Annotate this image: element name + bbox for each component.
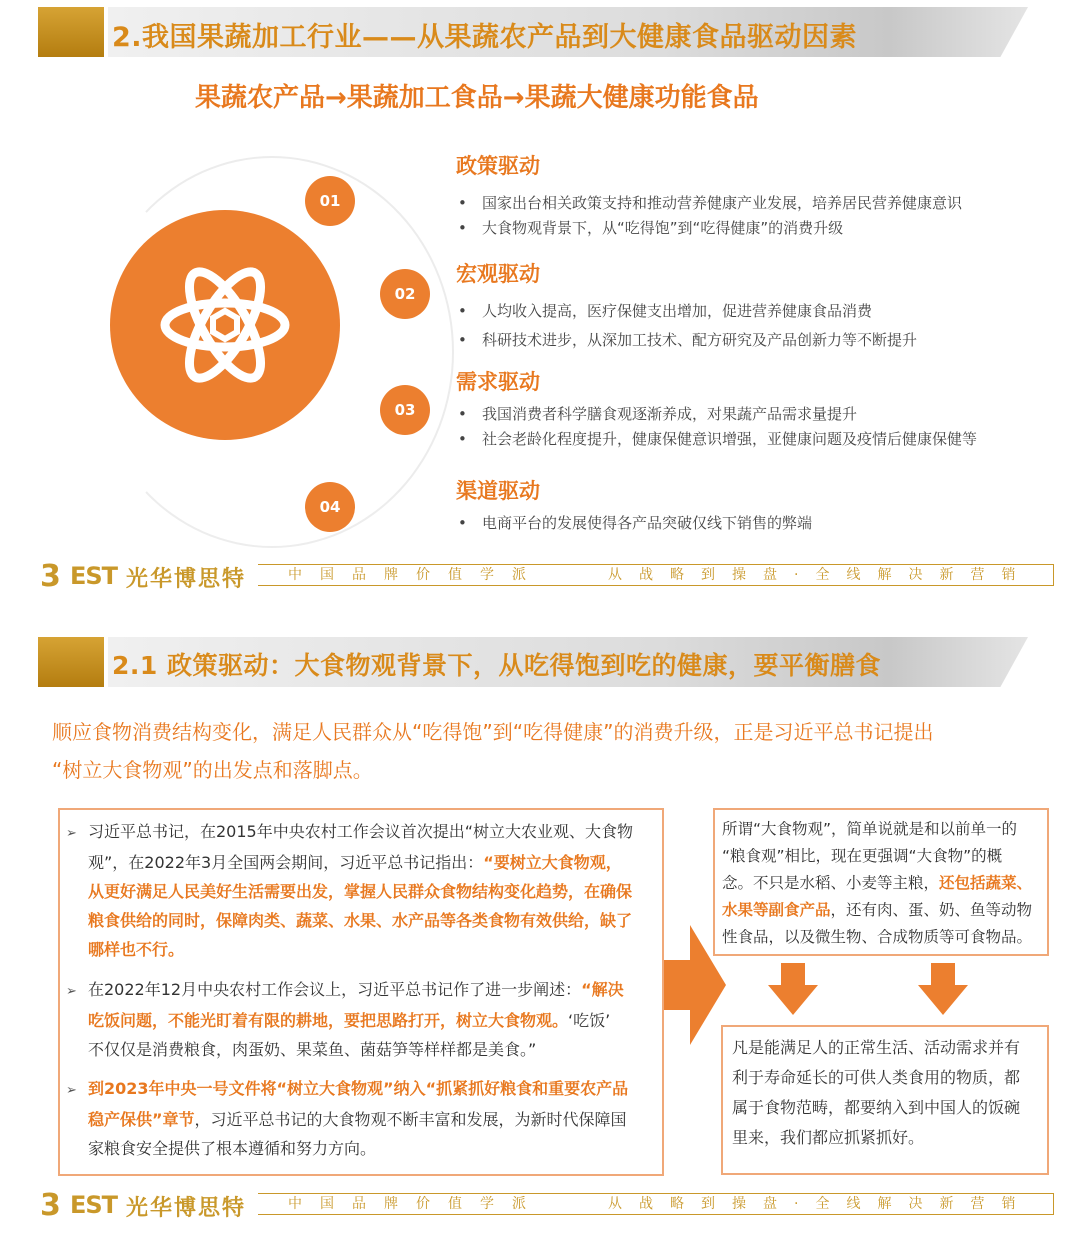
header-gold-block [38,7,104,57]
driver-bullet: • 大食物观背景下，从“吃得饱”到“吃得健康”的消费升级 [458,219,844,237]
driver-number-01: 01 [305,176,355,226]
brand-logo-est: EST [70,1191,118,1219]
quote-paragraph-3: ➢ 到2023年中央一号文件将“树立大食物观”纳入“抓紧抓好粮食和重要农产品 稳产保供”章节，习近平总书记的大食物观不断丰富和发展，为新时代保障国 家粮食安全提供了根本遵循和努力方向。 [66,1074,656,1163]
arrow-bullet-icon: ➢ [66,984,77,999]
section1-header [38,7,1028,57]
driver-bullet: • 人均收入提高，医疗保健支出增加，促进营养健康食品消费 [458,302,873,320]
definition-text: 所谓“大食物观”，简单说就是和以前单一的 “粮食观”相比，现在更强调“大食物”的概 念。不只是水稻、小麦等主粮，还包括蔬菜、 水果等副食产品，还有肉、蛋、奶、鱼等动物 性食品，以及微生物、合成物质等可食物品。 [722,820,1033,946]
section1-subtitle: 果蔬农产品→果蔬加工食品→果蔬大健康功能食品 [195,83,759,113]
driver-bullet: • 社会老龄化程度提升，健康保健意识增强，亚健康问题及疫情后健康保健等 [458,430,978,448]
driver-title-demand: 需求驱动 [456,370,540,394]
brand-name: 光华博思特 [126,567,247,592]
driver-title-policy: 政策驱动 [456,154,540,178]
intro-line-2: “树立大食物观”的出发点和落脚点。 [52,758,373,782]
header-gold-block [38,637,104,687]
driver-number-04: 04 [305,482,355,532]
brand-logo-est: EST [70,562,118,590]
driver-bullet: • 电商平台的发展使得各产品突破仅线下销售的弊端 [458,514,813,532]
slogan-left: 中国品牌价值学派 [288,1196,544,1212]
section2-header [38,637,1028,687]
down-arrow-icon [918,963,968,1015]
arrow-bullet-icon: ➢ [66,1083,77,1098]
slogan-right: 从战略到操盘·全线解决新营销 [608,1196,1033,1212]
driver-bullet: • 国家出台相关政策支持和推动营养健康产业发展，培养居民营养健康意识 [458,194,963,212]
atom-icon [110,210,340,440]
footer-brand-bar [40,559,1055,594]
driver-number-03: 03 [380,385,430,435]
quote-paragraph-1: ➢ 习近平总书记，在2015年中央农村工作会议首次提出“树立大农业观、大食物 观”，在2022年3月全国两会期间，习近平总书记指出：“要树立大食物观， 从更好满足人民美好生活需要出发，掌握人民群众食物结构变化趋势，在确保 粮食供给的同时，保障肉类、蔬菜、水果、水产品等各类食物有效供给，缺了 哪样也不行。 [66,817,656,964]
section2-title: 2.1 政策驱动：大食物观背景下，从吃得饱到吃的健康，要平衡膳食 [112,651,881,680]
driver-bullet: • 我国消费者科学膳食观逐渐养成，对果蔬产品需求量提升 [458,405,858,423]
driver-bullet: • 科研技术进步，从深加工技术、配方研究及产品创新力等不断提升 [458,331,918,349]
center-circle [110,210,340,440]
quote-paragraph-2: ➢ 在2022年12月中央农村工作会议上，习近平总书记作了进一步阐述：“解决 吃饭问题，不能光盯着有限的耕地，要把思路打开，树立大食物观。‘吃饭’ 不仅仅是消费粮食，肉蛋奶、果菜鱼、菌菇笋等样样都是美食。” [66,975,656,1064]
brand-name: 光华博思特 [126,1196,247,1221]
arrow-bullet-icon: ➢ [66,826,77,841]
slogan-left: 中国品牌价值学派 [288,567,544,583]
driver-number-02: 02 [380,269,430,319]
brand-logo-3: 3 [40,1188,61,1223]
down-arrow-icon [768,963,818,1015]
driver-title-channel: 渠道驱动 [456,479,540,503]
conclusion-text: 凡是能满足人的正常生活、活动需求并有 利于寿命延长的可供人类食用的物质，都 属于食物范畴，都要纳入到中国人的饭碗 里来，我们都应抓紧抓好。 [732,1038,1021,1147]
driver-title-macro: 宏观驱动 [456,262,540,286]
brand-logo-3: 3 [40,559,61,594]
intro-line-1: 顺应食物消费结构变化，满足人民群众从“吃得饱”到“吃得健康”的消费升级，正是习近平总书记提出 [52,720,934,744]
footer-brand-bar [40,1188,1055,1223]
section1-title: 2.我国果蔬加工行业——从果蔬农产品到大健康食品驱动因素 [112,22,858,53]
slogan-right: 从战略到操盘·全线解决新营销 [608,567,1033,583]
